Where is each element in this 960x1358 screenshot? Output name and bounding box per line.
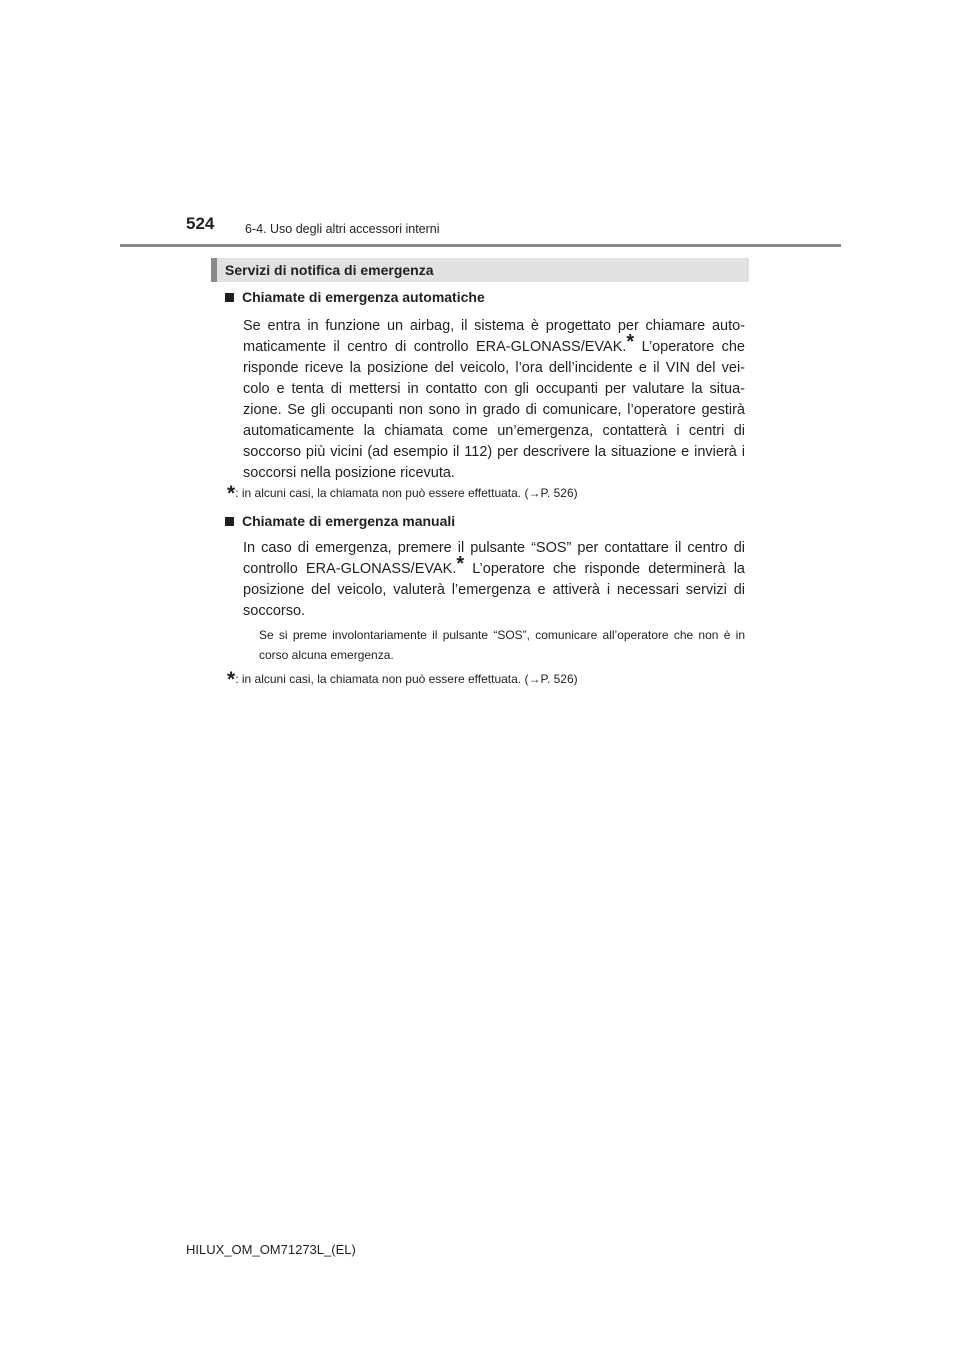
footnote-manual-text: : in alcuni casi, la chiamata non può essere effettuata. ( <box>235 672 529 686</box>
manual-calls-text-a: In caso di emergenza, premere il pulsante “SOS” per contattare il centro di controllo ERA-GLONASS/EVAK. <box>243 540 745 577</box>
footnote-star-marker: * <box>626 331 635 353</box>
footnote-star-marker: * <box>456 553 465 575</box>
section-header: 6-4. Uso degli altri accessori interni <box>245 222 440 236</box>
arrow-right-icon: → <box>528 486 541 500</box>
header-rule <box>120 244 841 247</box>
square-bullet-icon <box>225 517 234 526</box>
manual-calls-text-b: L’operatore che risponde determinerà la posizione del veicolo, valuterà l’emergenza e attiverà i necessari servizi di soccorso. <box>243 561 745 619</box>
page-number: 524 <box>186 214 215 233</box>
footnote-automatic: * : in alcuni casi, la chiamata non può essere effettuata. ( → P. 526) <box>227 482 578 505</box>
automatic-calls-text-b: L’operatore che risponde riceve la posizione del veicolo, l’ora dell’incidente e il VIN del vei-colo e tenta di mettersi in contatto con gli occupanti per valutare la situa-zione. Se gli occupanti non sono in grado di comunicare, l’operatore gestirà automaticamente la chiamata come un’emergenza, contatterà i centri di soccorso più vicini (ad esempio il 112) per descrivere la situazione e invierà i soccorsi nella posizione ricevuta. <box>243 339 745 481</box>
automatic-calls-paragraph <box>243 316 745 484</box>
automatic-calls-text-a: Se entra in funzione un airbag, il sistema è progettato per chiamare auto-maticamente il centro di controllo ERA-GLONASS/EVAK. <box>243 318 745 355</box>
footer-document-code: HILUX_OM_OM71273L_(EL) <box>186 1242 356 1257</box>
manual-calls-paragraph <box>243 538 745 622</box>
arrow-right-icon: → <box>528 672 541 686</box>
footnote-manual: * : in alcuni casi, la chiamata non può essere effettuata. ( → P. 526) <box>227 668 578 691</box>
subheading-manual-calls <box>225 513 455 529</box>
footnote-automatic-page-ref[interactable]: P. 526) <box>540 486 578 500</box>
section-heading: Servizi di notifica di emergenza <box>211 258 749 282</box>
footnote-automatic-text: : in alcuni casi, la chiamata non può essere effettuata. ( <box>235 486 529 500</box>
subheading-automatic-calls-label: Chiamate di emergenza automatiche <box>242 289 485 305</box>
subheading-automatic-calls <box>225 289 485 305</box>
manual-calls-note: Se si preme involontariamente il pulsante “SOS”, comunicare all’operatore che non è in corso alcuna emergenza. <box>259 628 745 662</box>
square-bullet-icon <box>225 293 234 302</box>
subheading-manual-calls-label: Chiamate di emergenza manuali <box>242 513 456 529</box>
footnote-manual-page-ref[interactable]: P. 526) <box>540 672 578 686</box>
